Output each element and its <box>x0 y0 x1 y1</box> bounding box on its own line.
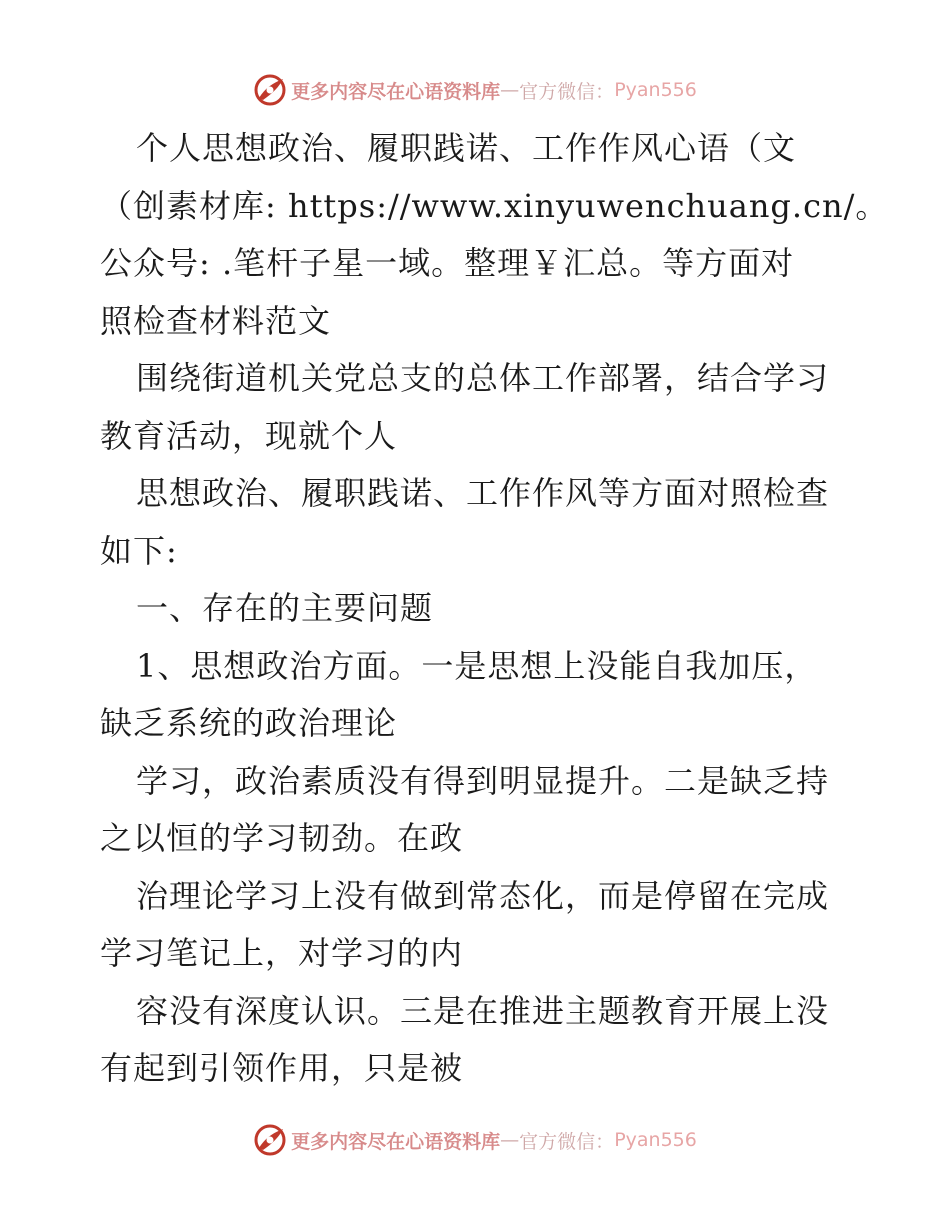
banner-sub-text: 官方微信： <box>519 1130 615 1153</box>
banner-main-text: 更多内容尽在心语资料库 <box>291 80 501 103</box>
text-line: 之以恒的学习韧劲。在政 <box>100 819 464 857</box>
banner-sub-text: 官方微信： <box>519 80 615 103</box>
text-line: 如下: <box>100 531 178 570</box>
banner-account: Pyan556 <box>614 1129 697 1151</box>
text-line: 围绕街道机关党总支的总体工作部署，结合学习 <box>136 359 830 397</box>
banner-main-text: 更多内容尽在心语资料库 <box>291 1130 501 1153</box>
text-line: 治理论学习上没有做到常态化，而是停留在完成 <box>136 876 830 915</box>
banner-dash: — <box>500 79 520 101</box>
pen-nib-logo-icon <box>253 1123 287 1157</box>
banner-dash: — <box>500 1129 520 1151</box>
text-line: 公众号: .笔杆子星一域。整理￥汇总。等方面对 <box>100 244 795 282</box>
text-line: 容没有深度认识。三是在推进主题教育开展上没 <box>136 991 830 1030</box>
text-line: 1、思想政治方面。一是思想上没能自我加压， <box>136 646 818 685</box>
text-line: 个人思想政治、履职践诺、工作作风心语（文 <box>136 129 797 167</box>
text-line: 缺乏系统的政治理论 <box>100 704 398 742</box>
text-line: （创素材库: https://www.xinyuwenchuang.cn/。 <box>100 186 889 225</box>
footer-banner <box>0 1120 950 1160</box>
text-line: 教育活动，现就个人 <box>100 416 398 455</box>
text-line: 学习，政治素质没有得到明显提升。二是缺乏持 <box>136 761 830 800</box>
text-line: 学习笔记上，对学习的内 <box>100 934 464 972</box>
document-body <box>100 120 889 1098</box>
banner-account: Pyan556 <box>614 79 697 101</box>
text-line: 思想政治、履职践诺、工作作风等方面对照检查 <box>136 474 830 512</box>
header-banner <box>0 70 950 110</box>
pen-nib-logo-icon <box>253 73 287 107</box>
text-line: 照检查材料范文 <box>100 301 332 340</box>
section-heading: 一、存在的主要问题 <box>136 589 434 627</box>
text-line: 有起到引领作用，只是被 <box>100 1049 464 1087</box>
